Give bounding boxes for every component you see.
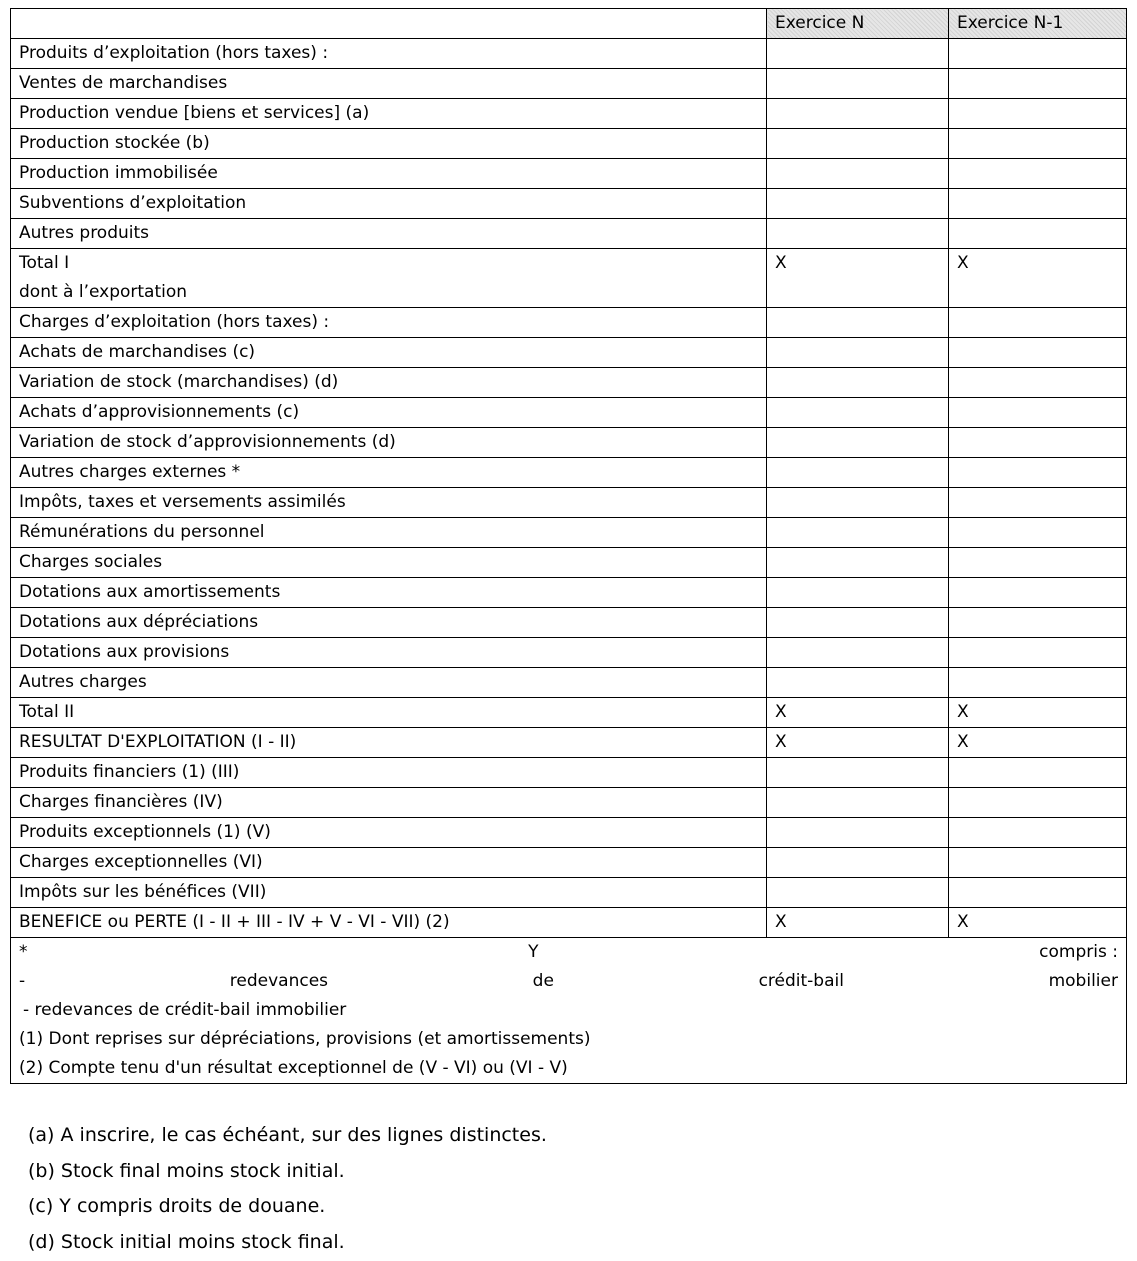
cell-exercice-n[interactable] bbox=[767, 548, 949, 578]
row-label: Dotations aux provisions bbox=[11, 638, 767, 668]
cell-exercice-n1[interactable] bbox=[949, 818, 1127, 848]
table-row-total-i bbox=[11, 249, 1127, 308]
row-label: Variation de stock (marchandises) (d) bbox=[11, 368, 767, 398]
row-label: Ventes de marchandises bbox=[11, 69, 767, 99]
cell-exercice-n[interactable] bbox=[767, 488, 949, 518]
table-row bbox=[11, 728, 1127, 758]
table-row bbox=[11, 99, 1127, 129]
cell-exercice-n1[interactable] bbox=[949, 878, 1127, 908]
cell-exercice-n1[interactable] bbox=[949, 848, 1127, 878]
cell-exercice-n1[interactable] bbox=[949, 578, 1127, 608]
cell-exercice-n[interactable] bbox=[767, 878, 949, 908]
row-label: Dotations aux amortissements bbox=[11, 578, 767, 608]
table-row bbox=[11, 69, 1127, 99]
table-row bbox=[11, 608, 1127, 638]
income-statement-table bbox=[10, 8, 1127, 1084]
row-label: Impôts, taxes et versements assimilés bbox=[11, 488, 767, 518]
cell-exercice-n1[interactable] bbox=[949, 308, 1127, 338]
note-word: crédit-bail bbox=[758, 971, 844, 991]
cell-exercice-n[interactable]: X bbox=[767, 698, 949, 728]
row-label: Production immobilisée bbox=[11, 159, 767, 189]
row-label: Achats de marchandises (c) bbox=[11, 338, 767, 368]
row-label: Charges exceptionnelles (VI) bbox=[11, 848, 767, 878]
note-line-2 bbox=[19, 967, 1118, 996]
row-label: Total II bbox=[11, 698, 767, 728]
cell-exercice-n[interactable] bbox=[767, 219, 949, 249]
header-row bbox=[11, 9, 1127, 39]
note-word: mobilier bbox=[1048, 971, 1118, 991]
row-label: Production stockée (b) bbox=[11, 129, 767, 159]
table-row bbox=[11, 159, 1127, 189]
cell-exercice-n[interactable] bbox=[767, 308, 949, 338]
cell-exercice-n[interactable] bbox=[767, 129, 949, 159]
cell-exercice-n1[interactable] bbox=[949, 428, 1127, 458]
row-label: Autres charges externes * bbox=[11, 458, 767, 488]
cell-exercice-n[interactable] bbox=[767, 518, 949, 548]
cell-exercice-n1[interactable]: X bbox=[949, 698, 1127, 728]
cell-exercice-n1[interactable] bbox=[949, 189, 1127, 219]
cell-exercice-n1[interactable] bbox=[949, 99, 1127, 129]
table-row bbox=[11, 878, 1127, 908]
cell-exercice-n1[interactable] bbox=[949, 159, 1127, 189]
notes-cell bbox=[11, 938, 1127, 1084]
total-i-label: Total I bbox=[19, 253, 70, 273]
cell-exercice-n1[interactable] bbox=[949, 548, 1127, 578]
note-word: redevances bbox=[229, 971, 329, 991]
cell-exercice-n[interactable] bbox=[767, 69, 949, 99]
footnote-c: (c) Y compris droits de douane. bbox=[28, 1195, 326, 1217]
table-row bbox=[11, 338, 1127, 368]
table-row bbox=[11, 548, 1127, 578]
cell-exercice-n[interactable] bbox=[767, 818, 949, 848]
note-word: Y bbox=[528, 942, 539, 962]
footnote-a: (a) A inscrire, le cas échéant, sur des lignes distinctes. bbox=[28, 1124, 547, 1146]
row-label: Variation de stock d’approvisionnements (d) bbox=[11, 428, 767, 458]
cell-exercice-n1[interactable]: X bbox=[949, 249, 1127, 308]
cell-exercice-n1[interactable] bbox=[949, 488, 1127, 518]
cell-exercice-n[interactable] bbox=[767, 99, 949, 129]
cell-exercice-n1[interactable] bbox=[949, 668, 1127, 698]
table-row bbox=[11, 428, 1127, 458]
header-blank-cell bbox=[11, 9, 767, 39]
cell-exercice-n1[interactable]: X bbox=[949, 728, 1127, 758]
table-row bbox=[11, 818, 1127, 848]
note-word: * bbox=[19, 942, 28, 962]
cell-exercice-n1[interactable] bbox=[949, 518, 1127, 548]
cell-exercice-n[interactable] bbox=[767, 638, 949, 668]
cell-exercice-n[interactable] bbox=[767, 848, 949, 878]
cell-exercice-n[interactable] bbox=[767, 668, 949, 698]
cell-exercice-n1[interactable] bbox=[949, 398, 1127, 428]
row-label: Charges d’exploitation (hors taxes) : bbox=[11, 308, 767, 338]
notes-row bbox=[11, 938, 1127, 1084]
cell-exercice-n[interactable] bbox=[767, 458, 949, 488]
table-row bbox=[11, 578, 1127, 608]
cell-exercice-n[interactable] bbox=[767, 578, 949, 608]
table-row bbox=[11, 308, 1127, 338]
row-label: Impôts sur les bénéfices (VII) bbox=[11, 878, 767, 908]
cell-exercice-n1[interactable] bbox=[949, 338, 1127, 368]
footnote-b: (b) Stock final moins stock initial. bbox=[28, 1159, 345, 1182]
cell-exercice-n[interactable] bbox=[767, 368, 949, 398]
table-row bbox=[11, 668, 1127, 698]
note-word: de bbox=[532, 971, 554, 991]
cell-exercice-n1[interactable] bbox=[949, 69, 1127, 99]
table-row bbox=[11, 398, 1127, 428]
table-row bbox=[11, 638, 1127, 668]
cell-exercice-n[interactable]: X bbox=[767, 728, 949, 758]
cell-exercice-n[interactable] bbox=[767, 398, 949, 428]
cell-exercice-n1[interactable] bbox=[949, 368, 1127, 398]
row-label: Subventions d’exploitation bbox=[11, 189, 767, 219]
note-line-5: (2) Compte tenu d'un résultat exceptionnel de (V - VI) ou (VI - V) bbox=[19, 1058, 568, 1078]
cell-exercice-n[interactable] bbox=[767, 788, 949, 818]
table-row bbox=[11, 189, 1127, 219]
row-label: Produits exceptionnels (1) (V) bbox=[11, 818, 767, 848]
table-row bbox=[11, 129, 1127, 159]
note-word: - bbox=[19, 971, 26, 991]
cell-exercice-n[interactable] bbox=[767, 608, 949, 638]
export-label: dont à l’exportation bbox=[19, 282, 188, 302]
header-exercice-n1: Exercice N-1 bbox=[949, 9, 1127, 39]
row-label: Production vendue [biens et services] (a) bbox=[11, 99, 767, 129]
cell-exercice-n[interactable] bbox=[767, 758, 949, 788]
header-exercice-n: Exercice N bbox=[767, 9, 949, 39]
cell-exercice-n1[interactable] bbox=[949, 39, 1127, 69]
row-label: Autres charges bbox=[11, 668, 767, 698]
cell-exercice-n[interactable] bbox=[767, 39, 949, 69]
note-word: compris : bbox=[1039, 942, 1118, 962]
cell-exercice-n1[interactable]: X bbox=[949, 908, 1127, 938]
table-row bbox=[11, 908, 1127, 938]
row-label: Charges financières (IV) bbox=[11, 788, 767, 818]
table-row bbox=[11, 39, 1127, 69]
cell-exercice-n[interactable] bbox=[767, 428, 949, 458]
cell-exercice-n1[interactable] bbox=[949, 638, 1127, 668]
row-label: Dotations aux dépréciations bbox=[11, 608, 767, 638]
table-row bbox=[11, 488, 1127, 518]
table-row bbox=[11, 219, 1127, 249]
table-row bbox=[11, 368, 1127, 398]
footnotes bbox=[28, 1118, 547, 1260]
table-row bbox=[11, 518, 1127, 548]
row-label: Autres produits bbox=[11, 219, 767, 249]
cell-exercice-n1[interactable] bbox=[949, 608, 1127, 638]
cell-exercice-n1[interactable] bbox=[949, 129, 1127, 159]
note-line-1 bbox=[19, 938, 1118, 967]
note-line-4: (1) Dont reprises sur dépréciations, provisions (et amortissements) bbox=[19, 1029, 591, 1049]
note-line-3: - redevances de crédit-bail immobilier bbox=[23, 1000, 347, 1020]
footnote-d: (d) Stock initial moins stock final. bbox=[28, 1230, 345, 1253]
table-row bbox=[11, 788, 1127, 818]
cell-exercice-n1[interactable] bbox=[949, 788, 1127, 818]
row-label: Produits d’exploitation (hors taxes) : bbox=[11, 39, 767, 69]
cell-exercice-n1[interactable] bbox=[949, 458, 1127, 488]
cell-exercice-n[interactable] bbox=[767, 338, 949, 368]
table-row bbox=[11, 848, 1127, 878]
row-label: Charges sociales bbox=[11, 548, 767, 578]
cell-exercice-n[interactable]: X bbox=[767, 908, 949, 938]
row-label bbox=[11, 249, 767, 308]
table-row bbox=[11, 758, 1127, 788]
table-row bbox=[11, 698, 1127, 728]
cell-exercice-n[interactable]: X bbox=[767, 249, 949, 308]
cell-exercice-n[interactable] bbox=[767, 189, 949, 219]
cell-exercice-n1[interactable] bbox=[949, 758, 1127, 788]
row-label: RESULTAT D'EXPLOITATION (I - II) bbox=[11, 728, 767, 758]
row-label: Achats d’approvisionnements (c) bbox=[11, 398, 767, 428]
row-label: BENEFICE ou PERTE (I - II + III - IV + V - VI - VII) (2) bbox=[11, 908, 767, 938]
cell-exercice-n[interactable] bbox=[767, 159, 949, 189]
row-label: Produits financiers (1) (III) bbox=[11, 758, 767, 788]
row-label: Rémunérations du personnel bbox=[11, 518, 767, 548]
table-row bbox=[11, 458, 1127, 488]
cell-exercice-n1[interactable] bbox=[949, 219, 1127, 249]
